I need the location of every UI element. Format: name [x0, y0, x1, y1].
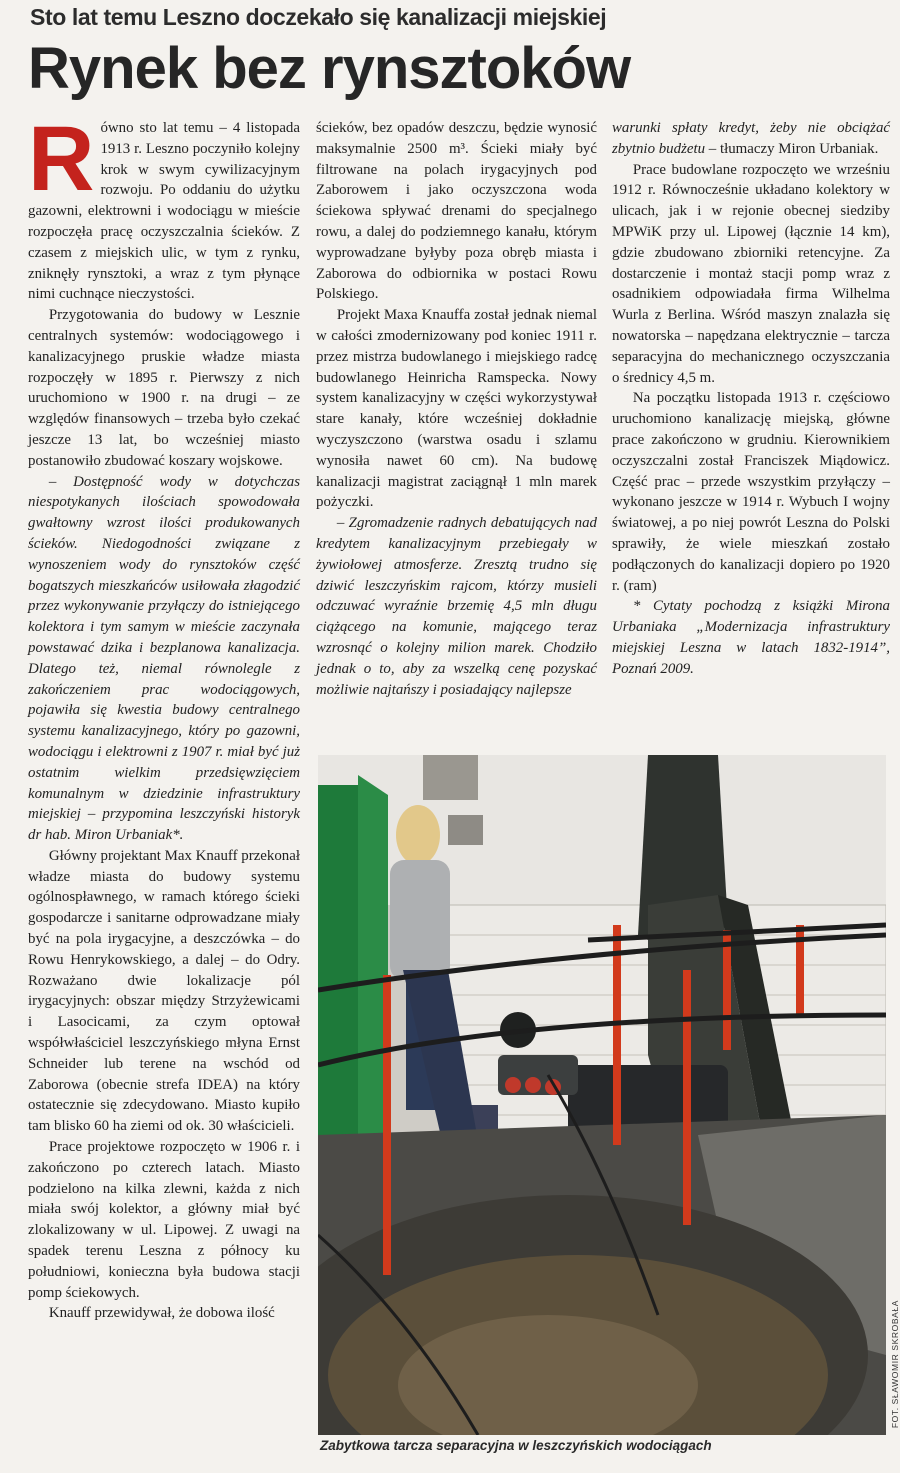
photo-credit: FOT. SŁAWOMIR SKROBAŁA — [890, 1300, 900, 1429]
article-column-2 — [316, 118, 597, 700]
paragraph: Knauff przewidywał, że dobowa ilość — [48, 1305, 275, 1322]
paragraph: Przygotowania do budowy w Lesznie centralnych systemów: wodociągowego i kanalizacyjnego pruskie władze miasta rozpoczęły w 1895 r. Pierwszy z nich uruchomiono w 1900 r. na drugi – ze względów finansowych – trzeba było czekać jeszcze 13 lat, bo wcześniej miasto postanowiło zbudować koszary wojskowe. — [28, 307, 300, 469]
article-column-1 — [28, 108, 301, 1324]
paragraph — [612, 118, 890, 160]
paragraph: Na początku listopada 1913 r. częściowo uruchomiono kanalizację miejską, główne prace zakończono w grudniu. Kierownikiem oczyszczalni został Franciszek Miądowicz. Część prac – przede wszystkim przyłączy – wykonano jeszcze w 1914 r. Wybuch I wojny światowej, a po niej powrót Leszna do Polski sprawiły, że wiele mieszkań zostało podłączonych do kanalizacji dopiero po 1920 r. (ram) — [612, 390, 890, 594]
quote-attribution: – tłumaczy Miron Urbaniak. — [705, 140, 879, 157]
paragraph: Prace budowlane rozpoczęto we wrześniu 1912 r. Równocześnie układano kolektory w ulicach, jak i w rejonie obecnej siedziby MPWiK przy ul. Lipowej (łącznie 14 km), gdzie zbudowano zbiorniki retencyjne. Za dostarczenie i montaż stacji pomp wraz z osadnikiem odpowiadała firma Wilhelma Wurla z Berlina. Wśród maszyn znalazła się nowatorska – napędzana elektrycznie – tarcza separacyjna do mechanicznego oczyszczania o średnicy 4,5 m. — [612, 161, 890, 386]
article-kicker: Sto lat temu Leszno doczekało się kanalizacji miejskiej — [30, 4, 607, 30]
drop-cap: R — [28, 108, 95, 210]
article-headline: Rynek bez rynsztoków — [28, 36, 631, 101]
article-column-3 — [612, 118, 890, 680]
footnote: * Cytaty pochodzą z książki Mirona Urbaniaka „Modernizacja infrastruktury miejskiej Leszna w latach 1832-1914”, Poznań 2009. — [612, 598, 890, 677]
article-photo — [318, 755, 886, 1435]
paragraph-intro — [28, 108, 300, 305]
photo-illustration — [318, 755, 886, 1435]
paragraph: Prace projektowe rozpoczęto w 1906 r. i zakończono po czterech latach. Miasto podzielono na kilka zlewni, każda z nich miała swój kolektor, a główny miał być zlokalizowany w ul. Lipowej. Z uwagi na spadek terenu Leszna z północy ku południowi, konieczna była budowa stacji pomp ściekowych. — [28, 1139, 300, 1301]
paragraph: Projekt Maxa Knauffa został jednak niemal w całości zmodernizowany pod koniec 1911 r. przez mistrza budowlanego i miejskiego radcę budowlanego Heinricha Ramspecka. Nowy system kanalizacyjny w części wykorzystywał stare kanały, które wcześniej dokładnie wyczyszczono (warstwa osadu i szlamu wynosiła nawet 60 cm). Na budowę kanalizacji magistrat zaciągnął 1 mln marek pożyczki. — [316, 307, 597, 511]
quote-end: warunki spłaty kredyt, żeby nie obciążać zbytnio budżetu — [612, 120, 890, 157]
quote-paragraph: – Zgromadzenie radnych debatujących nad kredytem kanalizacyjnym przebiegały w żywiołowej atmosferze. Zresztą trudno się dziwić leszczyńskim rajcom, którzy musieli odczuwać wyraźnie brzemię 4,5 mln długu ciążącego na komunie, mającego teraz wzrosnąć o kolejny milion marek. Chodziło jednak o to, aby za wszelką cenę pozyskać możliwie najtańszy i posiadający najlepsze — [316, 515, 597, 698]
paragraph: ścieków, bez opadów deszczu, będzie wynosić maksymalnie 2500 m³. Ścieki miały być filtrowane na polach irygacyjnych pod Zaborowem i jako oczyszczona woda ściekowa spływać drenami do specjalnego rowu, a dalej do podziemnego kanału, którym wyprowadzane byłyby poza obręb miasta i Zaborowa do odbiornika w postaci Rowu Polskiego. — [316, 120, 597, 303]
quote-paragraph: – Dostępność wody w dotychczas niespotykanych ilościach spowodowała gwałtowny wzrost ilości produkowanych ścieków. Niedogodności związane z wynoszeniem wody do rynsztoków część bogatszych mieszkańców usiłowała złagodzić przez wykonywanie przyłączy do istniejącego kolektora i tym samym w mieście zaczynała powstawać dzika i bezplanowa kanalizacja. Dlatego też, niemal równolegle z zakończeniem prac wodociągowych, pojawiła się kwestia budowy centralnego systemu kanalizacyjnego, który po gazowni, wodociągu i elektrowni z 1907 r. miał być już ostatnim wielkim przedsięwzięciem komunalnym w dziedzinie infrastruktury miejskiej – przypomina leszczyński historyk dr hab. Miron Urbaniak*. — [28, 473, 300, 844]
paragraph: Główny projektant Max Knauff przekonał władze miasta do budowy systemu ogólnospławnego, w ramach którego ścieki gospodarcze i sanitarne odprowadzane miały być na pola irygacyjne, a deszczówka – do Rowu Henrykowskiego, a dalej – do Odry. Rozważano dwie lokalizacje pól irygacyjnych: obszar między Strzyżewicami i Lasocicami, za czym optował współwłaściciel leszczyńskiego młyna Ernst Schneider lub terene na wschód od Zaborowa (obecnie strefa IDEA) na który ostatecznie się zdecydowano. Miasto kupiło tam blisko 60 ha ziemi od ok. 30 właścicieli. — [28, 847, 301, 1135]
photo-caption: Zabytkowa tarcza separacyjna w leszczyńskich wodociągach — [320, 1438, 712, 1453]
intro-text: ówno sto lat temu – 4 listopada 1913 r. Leszno poczyniło kolejny krok w swym cywilizacyjnym rozwoju. Po oddaniu do użytku gazowni, elektrowni i wodociągu w mieście rozpoczęła pracę oczyszczalnia ścieków. Z czasem z miejskich ulic, w tym z rynku, zniknęły rynsztoki, a wraz z tym płynące nimi cuchnące nieczystości. — [28, 120, 300, 303]
